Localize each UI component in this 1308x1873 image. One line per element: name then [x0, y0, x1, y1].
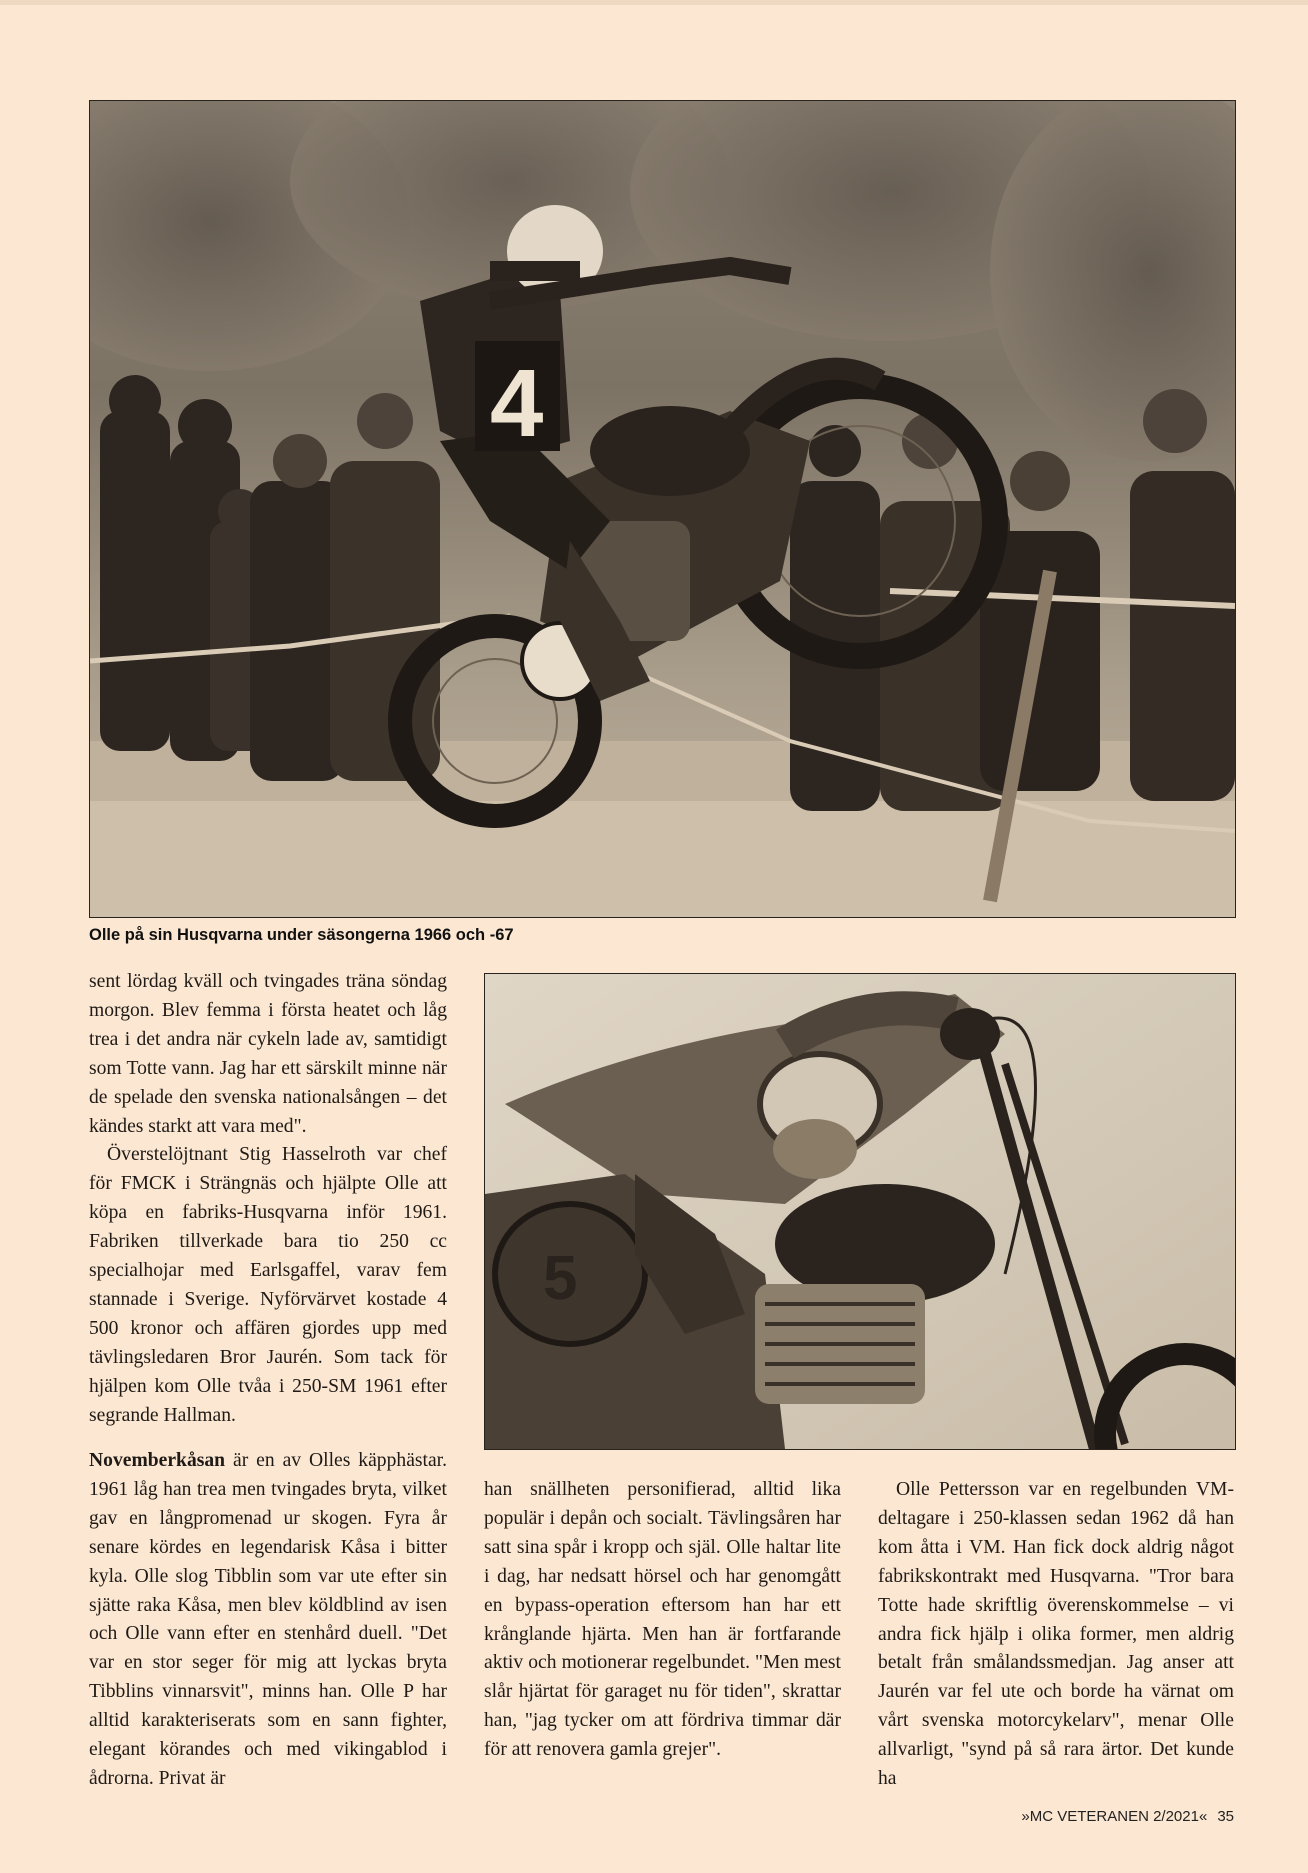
top-edge: [0, 0, 1308, 5]
paragraph-text: är en av Olles käpphästar. 1961 låg han trea men tvingades bryta, vilket gav en långpromenad ur skogen. Fyra år senare kördes en legendarisk Kåsa i bitter kyla. Olle slog Tibblin som var ute efter sin sjätte raka Kåsa, men blev köldblind av isen och Olle vann efter en stenhård duell. "Det var en stor seger för mig att lyckas bryta Tibblins vinnarsvit", minns han. Olle P har alltid karakteriserats som en sann fighter, elegant körandes och med vikingablod i ådrorna. Privat är: [89, 1450, 447, 1789]
paragraph: han snällheten personifierad, alltid lika populär i depån och socialt. Tävlingsåren har satt sina spår i kropp och själ. Olle haltar lite i dag, har nedsatt hörsel och har genomgått en bypass-operation eftersom han har ett krånglande hjärta. Men han är fortfarande aktiv och motionerar regelbundet. "Men mest slår hjärtat för garaget nu för tiden", skrattar han, "jag tycker om att fördriva timmar där för att renovera gamla grejer".: [484, 1479, 841, 1761]
paragraph: sent lördag kväll och tvingades träna söndag morgon. Blev femma i första heatet och låg trea i det andra när cykeln lade av, samtidigt som Totte vann. Jag har ett särskilt minne när de spelade den svenska nationalsången – det kändes starkt att vara med".: [89, 971, 447, 1137]
column-left-top: [89, 968, 447, 1431]
column-left-bottom: [89, 1447, 447, 1794]
paragraph: Överstelöjtnant Stig Hasselroth var chef för FMCK i Strängnäs och hjälpte Olle att köpa en fabriks-Husqvarna inför 1961. Fabriken tillverkade bara tio 250 cc specialhojar med Earlsgaffel, varav fem stannade i Sverige. Nyförvärvet kostade 4 500 kronor och affären gjordes upp med tävlingsledaren Bror Jaurén. Som tack för hjälpen kom Olle tvåa i 250-SM 1961 efter segrande Hallman.: [89, 1144, 447, 1426]
page-number: 35: [1217, 1808, 1234, 1825]
page-footer: [1000, 1808, 1234, 1825]
photo-rider-closeup-image: [485, 974, 1235, 1449]
paragraph: [89, 1447, 447, 1794]
paragraph: Olle Pettersson var en regelbunden VM-deltagare i 250-klassen sedan 1962 då han kom åtta i VM. Han fick dock aldrig något fabrikskontrakt med Husqvarna. "Tror bara Totte hade skriftlig överenskommelse – vi andra fick hjälp i olika former, men aldrig betalt från smålandssmedjan. Jag anser att Jaurén var fel ute och borde ha värnat om vårt svenska motorcykelarv", menar Olle allvarligt, "synd på så rara ärtor. Det kunde ha: [878, 1479, 1234, 1790]
section-lead: Novemberkåsan: [89, 1450, 226, 1471]
photo-rider-jump-image: [90, 101, 1235, 917]
number-plate-5: 5: [543, 1244, 578, 1313]
magazine-name: »MC VETERANEN 2/2021«: [1021, 1808, 1208, 1825]
column-middle: [484, 1476, 841, 1765]
photo-rider-jump: [89, 100, 1236, 918]
column-right: [878, 1476, 1234, 1794]
photo-caption: Olle på sin Husqvarna under säsongerna 1966 och -67: [89, 926, 514, 944]
number-plate-4: 4: [490, 350, 544, 457]
photo-rider-closeup: [484, 973, 1236, 1450]
